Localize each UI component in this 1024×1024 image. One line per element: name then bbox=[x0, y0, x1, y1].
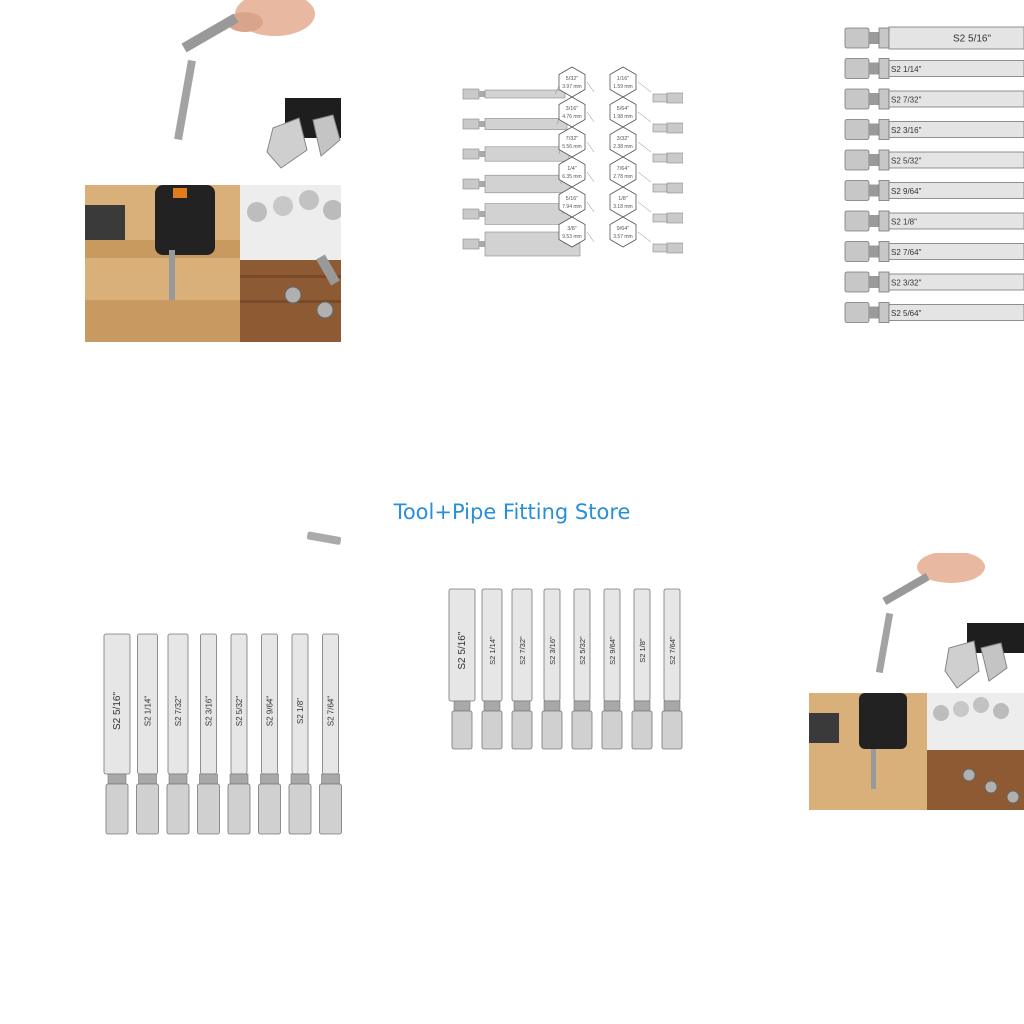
bits-horizontal-graphic bbox=[843, 20, 1024, 325]
bit-label: S2 5/16" bbox=[953, 33, 992, 45]
bit-label: S2 7/32" bbox=[518, 636, 527, 665]
size-mm-label: 4.76 mm bbox=[562, 114, 582, 120]
bit-label: S2 5/32" bbox=[235, 695, 244, 727]
product-image-bits-vertical-middle[interactable] bbox=[446, 585, 684, 750]
bit-label: S2 1/8" bbox=[296, 698, 305, 724]
bit-label: S2 1/14" bbox=[891, 65, 922, 74]
chart-size-hex bbox=[610, 67, 651, 97]
size-mm-label: 3.18 mm bbox=[613, 204, 633, 210]
horizontal-bit bbox=[845, 181, 1024, 201]
bit-label: S2 5/64" bbox=[891, 309, 922, 318]
chart-right-bit bbox=[653, 183, 683, 193]
size-mm-label: 3.57 mm bbox=[613, 234, 633, 240]
chart-right-bit bbox=[653, 123, 683, 133]
product-image-size-chart[interactable] bbox=[455, 58, 683, 290]
usage-collage-2-photo bbox=[809, 553, 1024, 810]
bit-label: S2 5/32" bbox=[578, 636, 587, 665]
size-inch-label: 5/32" bbox=[565, 76, 579, 82]
size-mm-label: 2.78 mm bbox=[613, 174, 633, 180]
product-image-usage-collage[interactable] bbox=[85, 0, 341, 342]
size-inch-label: 3/32" bbox=[616, 136, 630, 142]
horizontal-bit bbox=[845, 120, 1024, 140]
chart-right-bit bbox=[653, 243, 683, 253]
vertical-bit bbox=[320, 634, 342, 834]
bit-label: S2 1/14" bbox=[143, 695, 153, 727]
chart-left-bit bbox=[463, 142, 569, 161]
horizontal-bit bbox=[845, 27, 1024, 49]
bit-label: S2 7/64" bbox=[326, 695, 336, 727]
vertical-bit bbox=[228, 634, 250, 834]
bit-label: S2 5/16" bbox=[457, 631, 468, 670]
chart-size-hex bbox=[610, 97, 651, 127]
chart-size-hex bbox=[559, 67, 594, 97]
horizontal-bit bbox=[845, 59, 1024, 79]
product-image-partial-bit bbox=[305, 528, 341, 548]
size-inch-label: 1/4" bbox=[567, 166, 577, 172]
size-inch-label: 5/64" bbox=[616, 106, 630, 112]
chart-size-hex bbox=[559, 97, 594, 127]
bit-label: S2 3/16" bbox=[204, 695, 214, 727]
chart-right-bit bbox=[653, 153, 683, 163]
bit-label: S2 7/32" bbox=[891, 95, 922, 105]
vertical-bit bbox=[512, 589, 532, 749]
size-mm-label: 2.38 mm bbox=[613, 144, 633, 150]
bit-label: S2 3/32" bbox=[891, 278, 922, 288]
size-inch-label: 9/64" bbox=[616, 226, 630, 232]
horizontal-bit bbox=[845, 89, 1024, 109]
chart-left-bit bbox=[463, 172, 571, 193]
chart-size-hex bbox=[559, 127, 594, 157]
vertical-bit bbox=[259, 634, 281, 834]
size-mm-label: 1.59 mm bbox=[613, 84, 633, 90]
chart-size-hex bbox=[559, 217, 594, 247]
vertical-bit bbox=[137, 634, 159, 834]
bits-vertical-left-graphic bbox=[100, 628, 345, 838]
horizontal-bit bbox=[845, 272, 1024, 292]
usage-collage-photo bbox=[85, 0, 341, 342]
vertical-bit bbox=[167, 634, 189, 834]
bit-label: S2 3/16" bbox=[548, 636, 557, 665]
bit-label: S2 9/64" bbox=[265, 695, 275, 727]
size-chart-graphic bbox=[455, 58, 683, 290]
bit-label: S2 9/64" bbox=[608, 636, 617, 665]
vertical-bit bbox=[662, 589, 682, 749]
vertical-bit bbox=[572, 589, 592, 749]
chart-size-hex bbox=[559, 157, 594, 187]
chart-size-hex bbox=[610, 217, 651, 247]
chart-size-hex bbox=[610, 127, 651, 157]
bit-label: S2 1/8" bbox=[891, 217, 917, 227]
size-inch-label: 7/32" bbox=[565, 136, 579, 142]
size-mm-label: 9.53 mm bbox=[562, 234, 582, 240]
size-mm-label: 7.94 mm bbox=[562, 204, 582, 210]
chart-right-bit bbox=[653, 93, 683, 103]
bit-label: S2 1/14" bbox=[488, 636, 497, 665]
horizontal-bit bbox=[845, 211, 1024, 231]
product-image-bits-vertical-left[interactable] bbox=[100, 628, 345, 838]
horizontal-bit bbox=[845, 303, 1024, 323]
bit-label: S2 7/64" bbox=[668, 636, 677, 665]
size-inch-label: 3/16" bbox=[565, 106, 579, 112]
vertical-bit bbox=[104, 634, 130, 834]
chart-left-bit bbox=[463, 82, 565, 99]
size-inch-label: 5/16" bbox=[565, 196, 579, 202]
vertical-bit bbox=[482, 589, 502, 749]
vertical-bit bbox=[602, 589, 622, 749]
horizontal-bit bbox=[845, 242, 1024, 262]
horizontal-bit bbox=[845, 150, 1024, 170]
vertical-bit bbox=[289, 634, 311, 834]
vertical-bit bbox=[449, 589, 475, 749]
size-mm-label: 5.56 mm bbox=[562, 144, 582, 150]
product-image-bits-horizontal[interactable] bbox=[843, 20, 1024, 325]
bit-label: S2 7/64" bbox=[891, 248, 922, 257]
chart-size-hex bbox=[559, 187, 594, 217]
chart-right-bit bbox=[653, 213, 683, 223]
size-mm-label: 6.35 mm bbox=[562, 174, 582, 180]
bits-vertical-middle-graphic bbox=[446, 585, 684, 750]
vertical-bit bbox=[198, 634, 220, 834]
size-mm-label: 1.98 mm bbox=[613, 114, 633, 120]
partial-bit-graphic bbox=[305, 528, 341, 548]
chart-left-bit bbox=[463, 202, 573, 224]
size-inch-label: 1/8" bbox=[618, 196, 628, 202]
bit-label: S2 3/16" bbox=[891, 126, 922, 135]
vertical-bit bbox=[632, 589, 652, 749]
size-inch-label: 3/8" bbox=[567, 226, 577, 232]
size-mm-label: 3.97 mm bbox=[562, 84, 582, 90]
size-inch-label: 7/64" bbox=[616, 166, 630, 172]
size-inch-label: 1/16" bbox=[616, 76, 630, 82]
chart-size-hex bbox=[610, 187, 651, 217]
bit-label: S2 1/8" bbox=[638, 638, 647, 663]
chart-size-hex bbox=[610, 157, 651, 187]
bit-label: S2 9/64" bbox=[891, 187, 922, 196]
bit-label: S2 5/16" bbox=[112, 691, 123, 731]
chart-left-bit bbox=[463, 112, 567, 130]
product-image-usage-collage-2[interactable] bbox=[809, 553, 1024, 810]
vertical-bit bbox=[542, 589, 562, 749]
bit-label: S2 7/32" bbox=[174, 695, 183, 727]
bit-label: S2 5/32" bbox=[891, 156, 922, 166]
store-title[interactable]: Tool+Pipe Fitting Store bbox=[393, 500, 631, 524]
